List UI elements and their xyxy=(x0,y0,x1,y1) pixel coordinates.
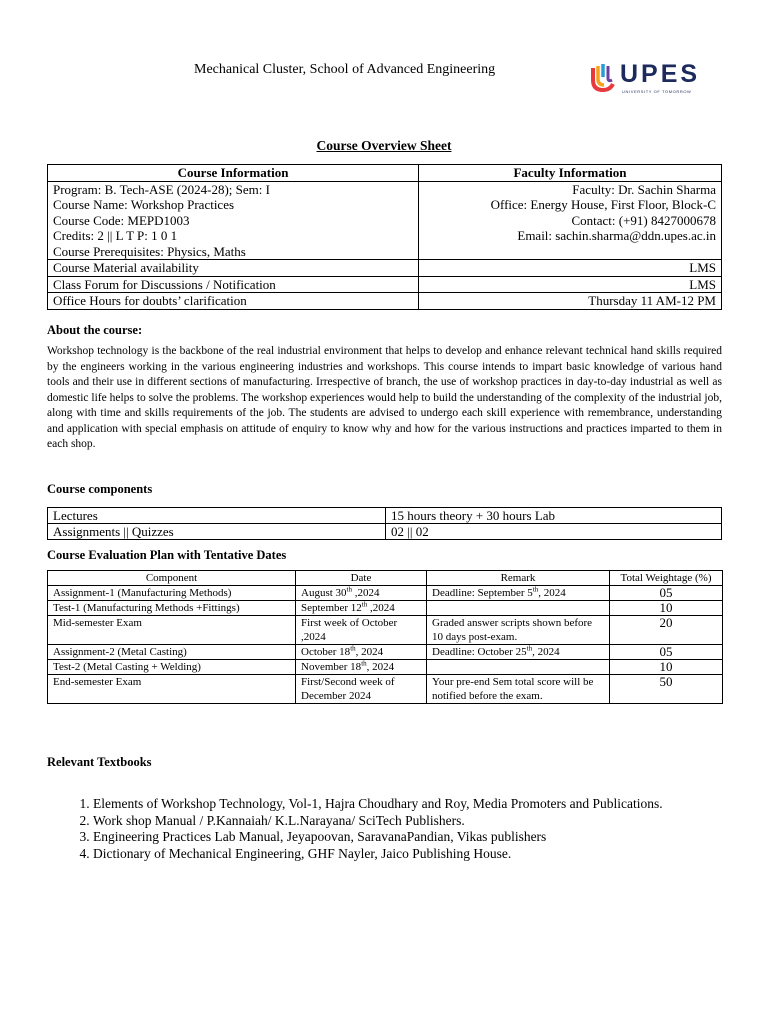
list-item: 2. Work shop Manual / P.Kannaiah/ K.L.Narayana/ SciTech Publishers. xyxy=(93,813,733,830)
date-cell xyxy=(296,601,427,616)
remark-cell-sup: th xyxy=(532,585,539,594)
component-cell-text: Assignment-1 (Manufacturing Methods) xyxy=(53,587,232,599)
about-heading: About the course: xyxy=(47,323,143,337)
logo-tagline: UNIVERSITY OF TOMORROW xyxy=(622,89,692,94)
list-item: 4. Dictionary of Mechanical Engineering, GHF Nayler, Jaico Publishing House. xyxy=(93,846,733,863)
date-cell xyxy=(296,660,427,675)
weight-cell xyxy=(610,601,723,616)
row-value: LMS xyxy=(419,276,722,293)
table-row xyxy=(48,586,723,601)
remark-cell-sup: th xyxy=(526,644,533,653)
program: Program: B. Tech-ASE (2024-28); Sem: I xyxy=(53,181,270,197)
weight-cell-text: 20 xyxy=(659,615,673,630)
faculty-name: Faculty: Dr. Sachin Sharma xyxy=(572,181,716,197)
course-details-cell xyxy=(48,181,419,260)
course-info-table xyxy=(47,164,722,310)
weight-cell-text: 10 xyxy=(659,600,673,615)
table-row xyxy=(48,293,722,310)
remark-cell xyxy=(427,645,610,660)
info-details-row xyxy=(48,181,722,260)
row-label: Course Material availability xyxy=(48,260,419,277)
remark-cell xyxy=(427,660,610,675)
date-cell-suffix: , 2024 xyxy=(355,646,384,658)
list-item: 3. Engineering Practices Lab Manual, Jeyapoovan, SaravanaPandian, Vikas publishers xyxy=(93,829,733,846)
row-label: Lectures xyxy=(48,508,386,524)
component-cell-text: Test-1 (Manufacturing Methods +Fittings) xyxy=(53,602,240,614)
email[interactable]: Email: sachin.sharma@ddn.upes.ac.in xyxy=(517,228,716,243)
row-value: 02 || 02 xyxy=(386,524,722,540)
table-row xyxy=(48,645,723,660)
course-name: Course Name: Workshop Practices xyxy=(53,197,235,212)
table-row xyxy=(48,260,722,277)
list-item: 1. Elements of Workshop Technology, Vol-1, Hajra Choudhary and Roy, Media Promoters and Publications. xyxy=(93,796,733,813)
weight-cell-text: 05 xyxy=(659,644,673,659)
remark-cell-text: Graded answer scripts shown before 10 days post-exam. xyxy=(432,617,593,643)
component-cell xyxy=(48,675,296,704)
remark-cell xyxy=(427,675,610,704)
row-label: Assignments || Quizzes xyxy=(48,524,386,540)
component-cell xyxy=(48,660,296,675)
table-row xyxy=(48,601,723,616)
remark-cell-suffix: , 2024 xyxy=(532,646,560,658)
component-cell xyxy=(48,645,296,660)
faculty-details-cell xyxy=(419,181,722,260)
component-cell-text: Assignment-2 (Metal Casting) xyxy=(53,646,187,658)
remark-cell-suffix: , 2024 xyxy=(538,587,566,599)
sheet-title: Course Overview Sheet xyxy=(316,138,452,153)
table-row xyxy=(48,616,723,645)
header-title: Mechanical Cluster, School of Advanced Engineering xyxy=(194,62,496,77)
contact: Contact: (+91) 8427000678 xyxy=(571,212,716,228)
weight-cell xyxy=(610,586,723,601)
office: Office: Energy House, First Floor, Block-C xyxy=(490,197,716,212)
components-heading: Course components xyxy=(47,482,153,496)
course-info-header: Course Information xyxy=(48,165,419,182)
component-cell xyxy=(48,601,296,616)
table-row xyxy=(48,508,722,524)
remark-cell-text: Deadline: October 25 xyxy=(432,646,527,658)
credits: Credits: 2 || L T P: 1 0 1 xyxy=(53,228,178,243)
weight-cell xyxy=(610,616,723,645)
date-cell-sup: th xyxy=(361,600,368,609)
evaluation-heading: Course Evaluation Plan with Tentative Dates xyxy=(47,548,287,562)
info-header-row xyxy=(48,165,722,182)
date-cell-text: August 30 xyxy=(301,587,347,599)
col-date: Date xyxy=(296,571,427,586)
weight-cell xyxy=(610,675,723,704)
remark-cell xyxy=(427,616,610,645)
logo-wordmark: UPES xyxy=(620,60,701,88)
date-cell xyxy=(296,586,427,601)
row-label: Office Hours for doubts’ clarification xyxy=(48,293,419,310)
component-cell-text: Test-2 (Metal Casting + Welding) xyxy=(53,661,201,673)
date-cell-suffix: , 2024 xyxy=(366,661,395,673)
textbooks-heading: Relevant Textbooks xyxy=(47,755,152,769)
component-cell-text: Mid-semester Exam xyxy=(53,617,142,629)
date-cell-suffix: ,2024 xyxy=(367,602,395,614)
col-weight: Total Weightage (%) xyxy=(610,571,723,586)
col-component: Component xyxy=(48,571,296,586)
date-cell-sup: th xyxy=(350,644,356,653)
remark-cell xyxy=(427,601,610,616)
table-row xyxy=(48,276,722,293)
prerequisites: Course Prerequisites: Physics, Maths xyxy=(53,243,246,259)
date-cell xyxy=(296,675,427,704)
upes-logo-icon xyxy=(590,62,620,94)
remark-cell xyxy=(427,586,610,601)
date-cell-text: November 18 xyxy=(301,661,362,673)
course-code: Course Code: MEPD1003 xyxy=(53,212,190,228)
table-row xyxy=(48,524,722,540)
weight-cell xyxy=(610,645,723,660)
date-cell-text: October 18 xyxy=(301,646,351,658)
textbook-list xyxy=(70,796,733,862)
remark-cell-text: Your pre-end Sem total score will be notified before the exam. xyxy=(432,676,594,702)
eval-header-row xyxy=(48,571,723,586)
date-cell-text: First/Second week of December 2024 xyxy=(301,676,395,702)
weight-cell xyxy=(610,660,723,675)
date-cell-text: September 12 xyxy=(301,602,362,614)
row-label: Class Forum for Discussions / Notification xyxy=(48,276,419,293)
table-row xyxy=(48,675,723,704)
component-cell xyxy=(48,616,296,645)
date-cell-suffix: ,2024 xyxy=(351,587,380,599)
weight-cell-text: 05 xyxy=(659,585,673,600)
remark-cell-text: Deadline: September 5 xyxy=(432,587,533,599)
date-cell-sup: th xyxy=(361,659,367,668)
date-cell-text: First week of October ,2024 xyxy=(301,617,398,643)
row-value: 15 hours theory + 30 hours Lab xyxy=(386,508,722,524)
components-table xyxy=(47,507,722,540)
component-cell-text: End-semester Exam xyxy=(53,676,142,688)
date-cell xyxy=(296,616,427,645)
weight-cell-text: 50 xyxy=(659,674,673,689)
table-row xyxy=(48,660,723,675)
row-value: LMS xyxy=(419,260,722,277)
date-cell xyxy=(296,645,427,660)
weight-cell-text: 10 xyxy=(659,659,673,674)
col-remark: Remark xyxy=(427,571,610,586)
evaluation-table xyxy=(47,570,723,704)
date-cell-sup: th xyxy=(346,585,352,594)
component-cell xyxy=(48,586,296,601)
upes-logo xyxy=(590,62,712,96)
about-text: Workshop technology is the backbone of the real industrial environment that helps to develop and enhance relevant technical hand skills required by the engineers working in the various engineering industries and workshops. This course intends to impart basic knowledge of various hand tools and their use in different sections of manufacturing. Irrespective of branch, the use of workshop practices in day-to-day industrial as well as domestic life helps to solve the problems. The workshop experiences would help to build the understanding of the complexity of the industrial job, along with time and skills requirements of the job. The students are advised to undergo each skill experience with remembrance, understanding and application with special emphasis on attitude of enquiry to know why and how for the various instructions and practices imparted to them in each shop. xyxy=(47,345,722,450)
faculty-info-header: Faculty Information xyxy=(419,165,722,182)
row-value: Thursday 11 AM-12 PM xyxy=(419,293,722,310)
